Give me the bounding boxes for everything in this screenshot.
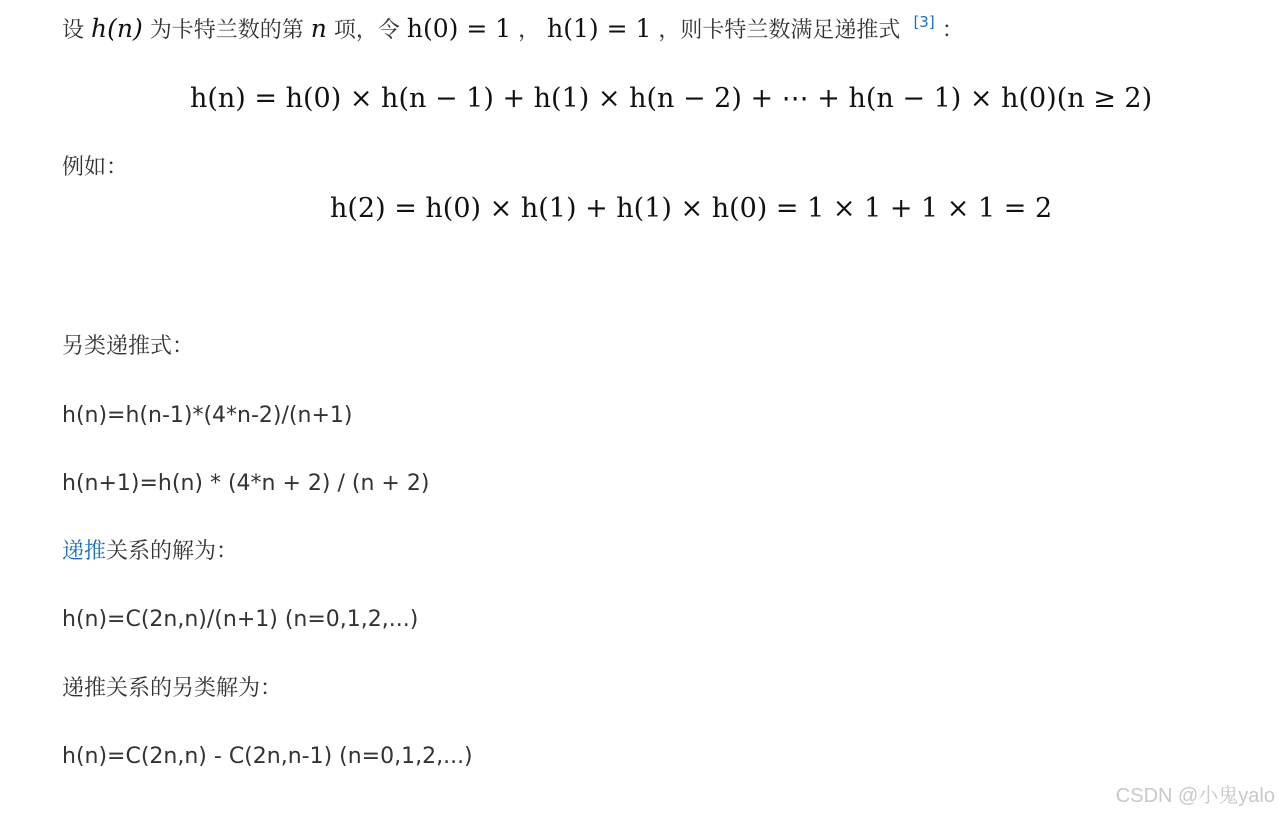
intro-text-3: 项，令	[333, 18, 400, 43]
math-h1-eq-1: h(1) = 1	[547, 14, 652, 43]
solution-2: h(n)=C(2n,n) - C(2n,n-1) (n=0,1,2,...)	[62, 744, 473, 769]
math-h0-eq-1: h(0) = 1	[406, 14, 512, 43]
intro-text-1: 设	[62, 18, 85, 43]
alt-solution-label: 递推关系的另类解为：	[62, 676, 283, 701]
recurrence-1: h(n)=h(n-1)*(4*n-2)/(n+1)	[62, 403, 353, 428]
solution-label-rest: 关系的解为：	[106, 539, 239, 564]
other-recurrence-label: 另类递推式：	[62, 334, 195, 359]
intro-text-6: ：	[941, 18, 964, 43]
recurrence-link[interactable]: 递推	[62, 539, 107, 564]
intro-paragraph	[62, 14, 964, 47]
example-formula: h(2) = h(0) × h(1) + h(1) × h(0) = 1 × 1 + 1 × 1 = 2	[330, 193, 1053, 224]
reference-link-3[interactable]: [3]	[913, 13, 935, 31]
csdn-watermark: CSDN @小鬼yalo	[1115, 785, 1275, 807]
main-recurrence-formula: h(n) = h(0) × h(n − 1) + h(1) × h(n − 2) + ⋯ + h(n − 1) × h(0)(n ≥ 2)	[190, 83, 1153, 114]
recurrence-2: h(n+1)=h(n) * (4*n + 2) / (n + 2)	[62, 471, 430, 496]
example-label: 例如：	[62, 155, 129, 180]
math-h-n: h(n)	[91, 14, 143, 43]
solution-label	[62, 537, 238, 567]
intro-text-2: 为卡特兰数的第	[149, 18, 304, 43]
intro-text-5: ，则卡特兰数满足递推式	[658, 18, 901, 43]
math-n: n	[310, 14, 327, 43]
intro-text-4: ，	[518, 18, 541, 43]
solution-1: h(n)=C(2n,n)/(n+1) (n=0,1,2,...)	[62, 607, 419, 632]
